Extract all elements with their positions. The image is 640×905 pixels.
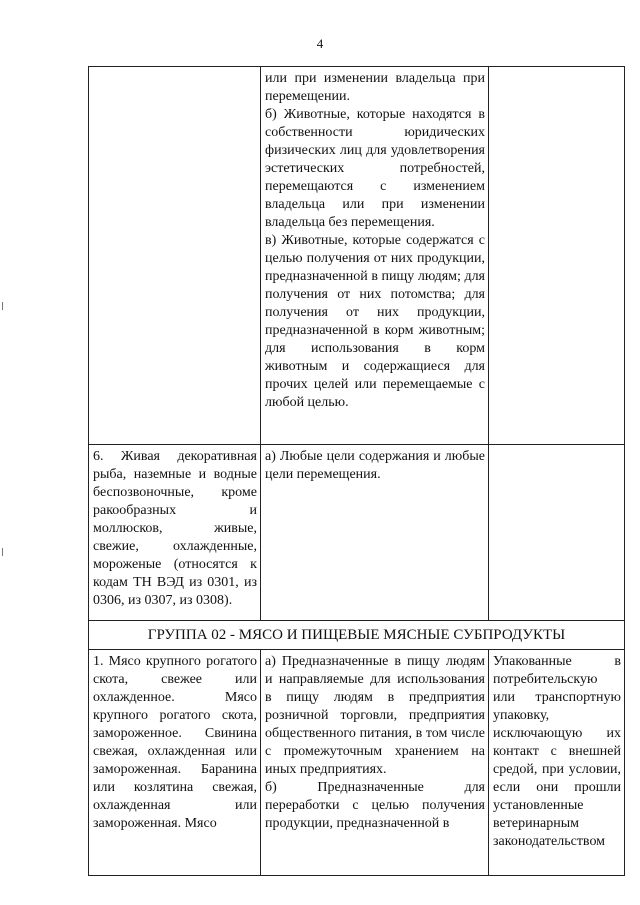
cell-condition-text: Упакованные в потребительскую или транспортную упаковку, исключающую их контакт с внешней средой, при условии, если они прошли установленные ветеринарным законодательством xyxy=(493,654,621,849)
left-margin-mark-bottom xyxy=(2,548,3,556)
cell-condition xyxy=(489,650,625,876)
cell-purpose-text: а) Предназначенные в пищу людям и направляемые для использования в пищу людям в предприятия розничной торговли, предприятия общественного питания, в том числе с промежуточным хранением на иных предприятиях. б) Предназначенные для переработки с целью получения продукции, предназначенной в xyxy=(265,654,485,831)
cell-product xyxy=(89,650,261,876)
cell-purpose xyxy=(261,445,489,621)
regulation-table xyxy=(88,66,625,876)
cell-product-text: 6. Живая декоративная рыба, наземные и водные беспозвоночные, кроме ракообразных и моллюсков, живые, свежие, охлажденные, мороженые (относятся к кодам ТН ВЭД из 0301, из 0306, из 0307, из 0308). xyxy=(93,449,257,608)
group-header: ГРУППА 02 - МЯСО И ПИЩЕВЫЕ МЯСНЫЕ СУБПРОДУКТЫ xyxy=(89,621,625,650)
cell-condition xyxy=(489,67,625,445)
cell-purpose-text: или при изменении владельца при перемещении. б) Животные, которые находятся в собственности юридических физических лиц для удовлетворения эстетических потребностей, перемещаются с изменением владельца или при изменении владельца без перемещения. в) Животные, которые содержатся с целью получения от них продукции, предназначенной в пищу людям; для получения от них потомства; для получения от них продукции, предназначенной в корм животным; для использования в корм животным и содержащиеся для прочих целей или перемещаемые с любой целью. xyxy=(265,71,485,410)
table-row-meat xyxy=(89,650,625,876)
cell-product xyxy=(89,445,261,621)
cell-purpose xyxy=(261,67,489,445)
table-row-continuation xyxy=(89,67,625,445)
cell-condition xyxy=(489,445,625,621)
cell-product-text: 1. Мясо крупного рогатого скота, свежее или охлажденное. Мясо крупного рогатого скота, замороженное. Свинина свежая, охлажденная или замороженная. Баранина или козлятина свежая, охлажденная или замороженная. Мясо xyxy=(93,654,257,831)
left-margin-mark-top xyxy=(2,302,3,310)
table-row-decorative-fish xyxy=(89,445,625,621)
cell-purpose-text: а) Любые цели содержания и любые цели перемещения. xyxy=(265,449,485,482)
cell-product xyxy=(89,67,261,445)
cell-purpose xyxy=(261,650,489,876)
group-header-row xyxy=(89,621,625,650)
page-number: 4 xyxy=(316,36,324,51)
